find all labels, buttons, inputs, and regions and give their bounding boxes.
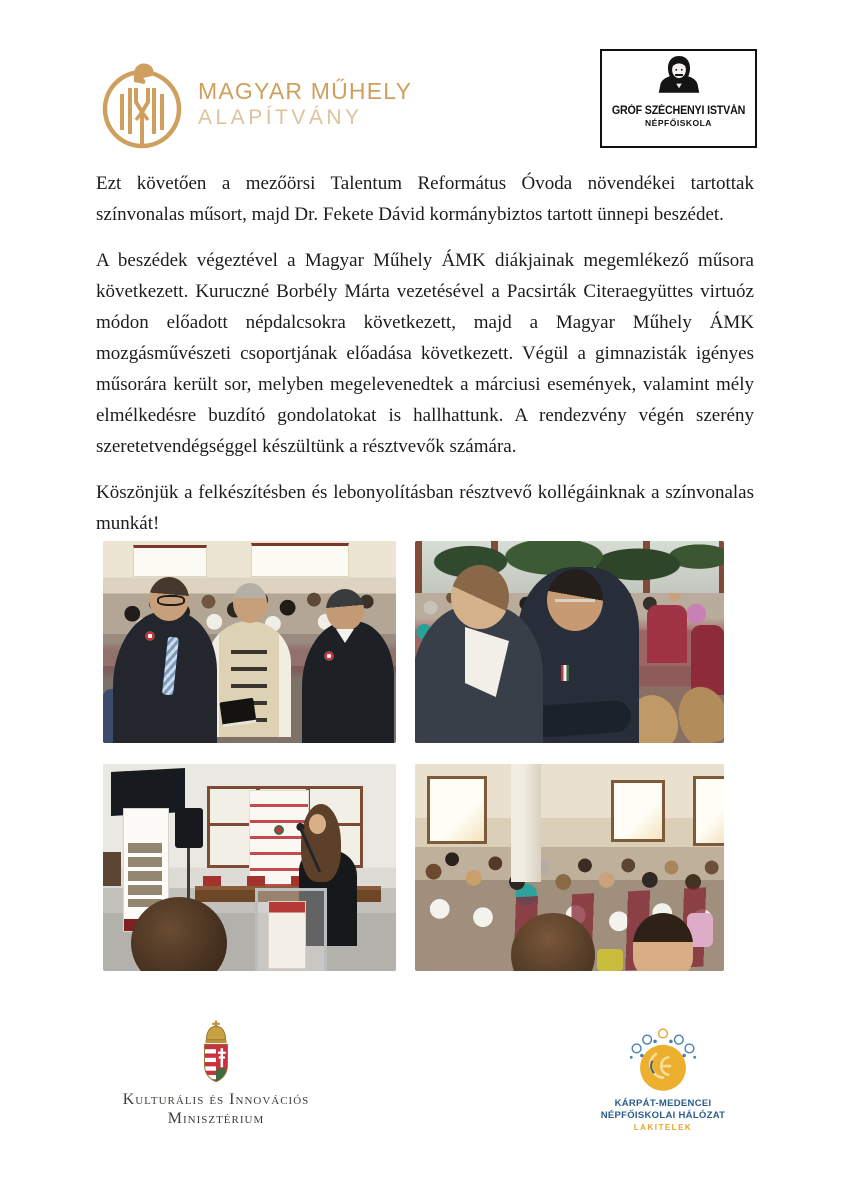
szechenyi-folk-school-logo xyxy=(600,49,757,148)
ministry-name-line2: Minisztérium xyxy=(167,1110,265,1127)
figure-man-dark-suit xyxy=(113,611,217,743)
foundation-wordmark xyxy=(198,78,412,130)
window-shape xyxy=(133,545,207,577)
column-shape xyxy=(511,764,541,882)
book-shape xyxy=(219,698,256,727)
window-shape xyxy=(251,543,349,577)
folk-ornament-emblem-icon xyxy=(615,1022,711,1096)
cockade-rosette xyxy=(145,631,155,641)
lakitelek-network-logo xyxy=(593,1022,733,1133)
photo-children-audience xyxy=(415,764,724,971)
network-location: LAKITELEK xyxy=(633,1123,693,1132)
paragraph: Ezt követően a mezőörsi Talentum Református Óvoda növendékei tartottak színvonalas műsort, majd Dr. Fekete Dávid kormánybiztos tartott ünnepi beszédet. xyxy=(96,173,754,225)
figure-man-white-shirt xyxy=(415,605,543,743)
hungarian-coat-of-arms-icon xyxy=(195,1020,237,1086)
photo-speaker-podium xyxy=(103,764,396,971)
article-body xyxy=(96,168,754,554)
network-name-line2: NÉPFŐISKOLAI HÁLÓZAT xyxy=(600,1109,726,1121)
window-shape xyxy=(611,780,665,842)
window-shape xyxy=(427,776,487,844)
window-shape xyxy=(693,776,724,846)
photo-officials-audience xyxy=(103,541,396,743)
foundation-name: MAGYAR MŰHELY xyxy=(198,78,413,104)
foreground-boy-shape xyxy=(633,913,693,971)
ministry-name-line1: Kulturális és Innovációs xyxy=(122,1091,310,1108)
piano-shape xyxy=(103,852,121,886)
magyar-muhely-foundation-logo xyxy=(100,58,412,150)
yellow-object-shape xyxy=(597,949,623,971)
cockade-ribbon xyxy=(561,665,569,681)
clear-lectern-shape xyxy=(255,888,327,971)
cockade-rosette xyxy=(324,651,334,661)
school-type: NÉPFŐISKOLA xyxy=(645,118,712,128)
red-chair-shape xyxy=(647,605,687,663)
foundation-type: ALAPÍTVÁNY xyxy=(198,106,363,129)
loudspeaker-shape xyxy=(175,808,203,848)
paragraph: A beszédek végeztével a Magyar Műhely ÁMK diákjainak megemlékező műsora következett. Kuruczné Borbély Márta vezetésével a Pacsirták Citeraegyüttes virtuóz módon előadott népdalcsokra következett, majd a Magyar Műhely ÁMK mozgásművészeti csoportjának előadása következett. Végül a gimnazisták igényes műsorára került sor, melyben megelevenedtek a márciusi események, valamint mély elmélkedésre buzdító gondolatokat is hallhattunk. A rendezvény végén szerény szeretetvendégséggel készültünk a résztvevők számára. xyxy=(96,250,754,457)
figure-man-dark-suit xyxy=(302,621,394,743)
szechenyi-portrait-icon xyxy=(656,53,702,105)
glasses-shape xyxy=(157,595,185,606)
ministry-logo xyxy=(108,1020,324,1128)
turul-bird-icon xyxy=(100,58,184,150)
school-name: GRÓF SZÉCHENYI ISTVÁN xyxy=(611,105,746,117)
paragraph: Köszönjük a felkészítésben és lebonyolításban résztvevő kollégáinknak a színvonalas munkát! xyxy=(96,482,754,534)
photo-men-foreground-audience xyxy=(415,541,724,743)
network-name-line1: KÁRPÁT-MEDENCEI xyxy=(614,1098,712,1109)
